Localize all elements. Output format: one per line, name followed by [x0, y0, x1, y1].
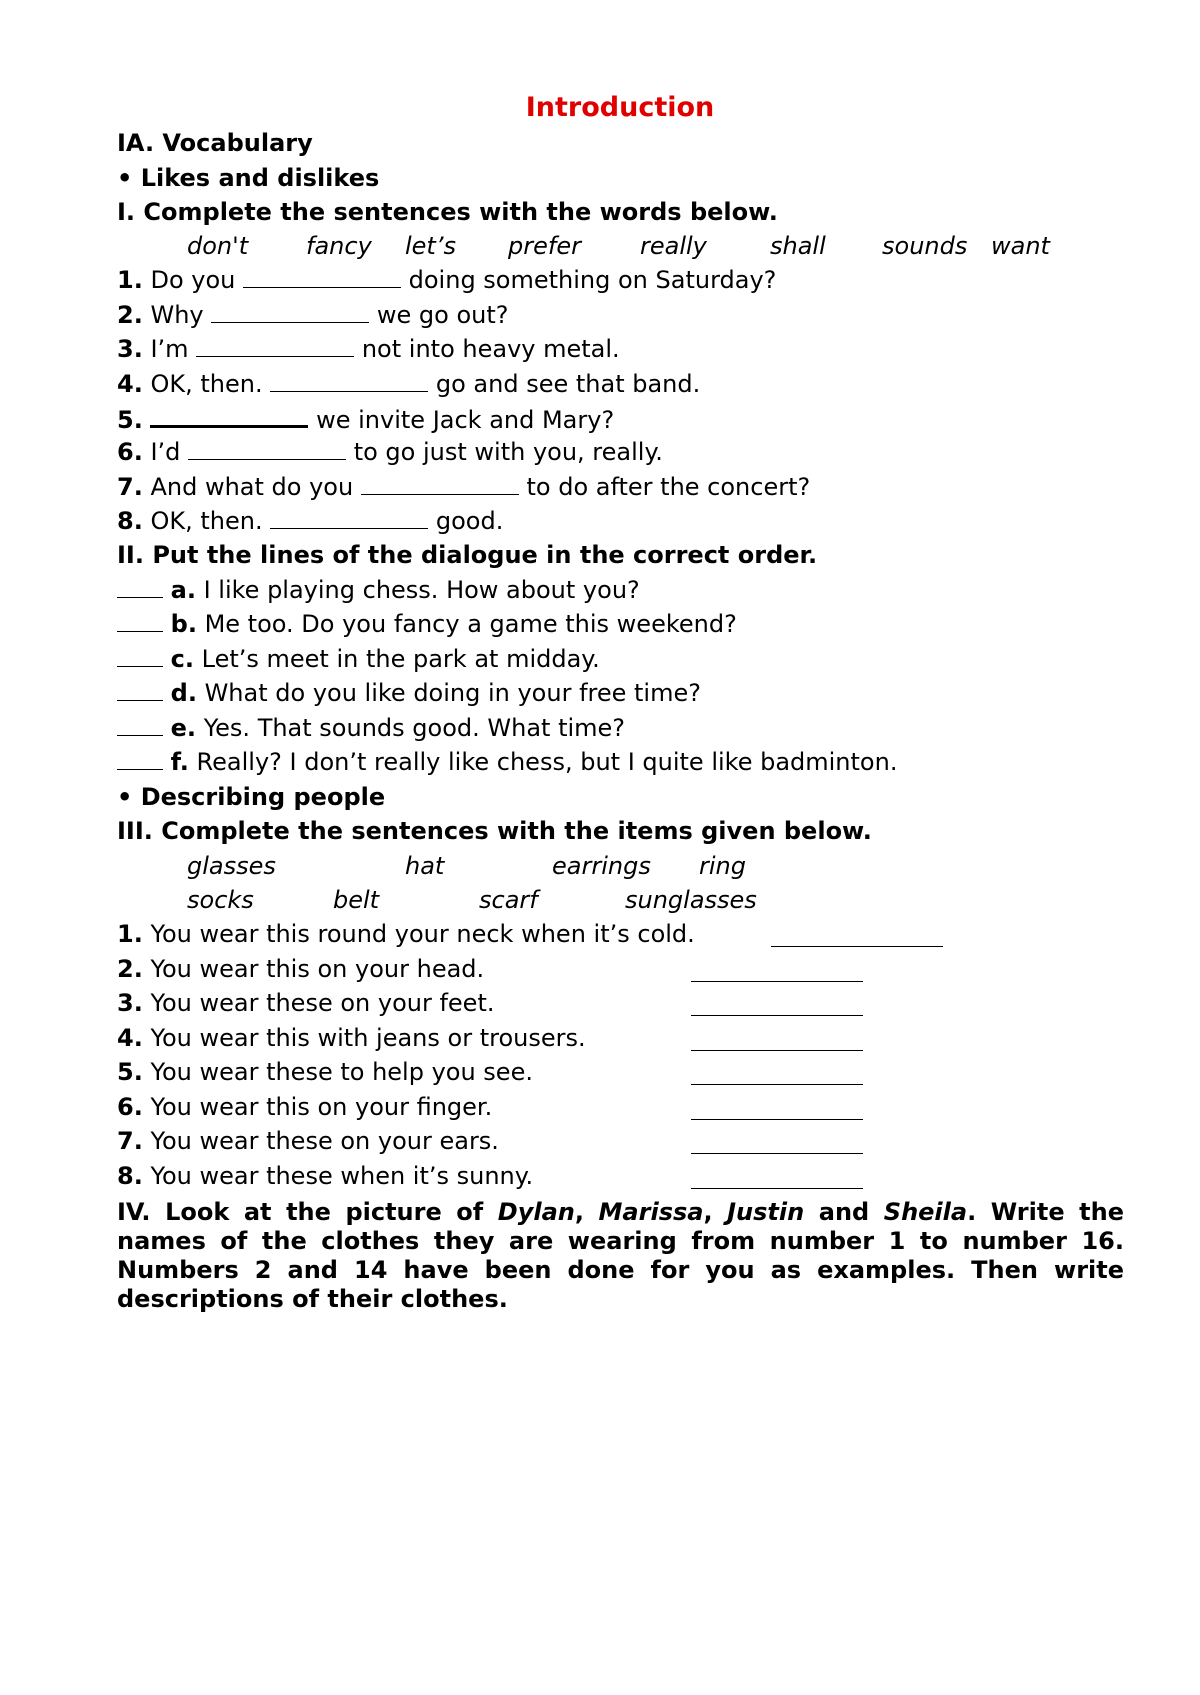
- word-bank-item: prefer: [508, 232, 581, 260]
- item-text-after: to do after the concert?: [526, 473, 811, 501]
- item-letter: a.: [170, 576, 196, 604]
- word-bank-item: socks: [187, 886, 254, 914]
- dialogue-line: Yes. That sounds good. What time?: [203, 714, 626, 742]
- separator: and: [804, 1198, 884, 1226]
- item-text-before: Do you: [150, 266, 236, 294]
- answer-blank[interactable]: [150, 403, 308, 428]
- answer-line[interactable]: [691, 1083, 863, 1085]
- character-name: Sheila: [883, 1198, 968, 1226]
- item-text: You wear these when it’s sunny.: [150, 1162, 534, 1190]
- item-text-after: good.: [435, 507, 504, 535]
- item-number: 1.: [117, 920, 143, 948]
- item-number: 3.: [117, 335, 143, 363]
- order-blank[interactable]: [117, 747, 163, 770]
- order-blank[interactable]: [117, 678, 163, 701]
- exercise-2-item: [117, 747, 897, 777]
- item-text-after: not into heavy metal.: [361, 335, 620, 363]
- word-bank-item: hat: [405, 852, 445, 880]
- word-bank-item: want: [991, 232, 1050, 260]
- item-number: 6.: [117, 438, 143, 466]
- separator: ,: [703, 1198, 728, 1226]
- item-letter: f.: [170, 748, 189, 776]
- item-text-after: we invite Jack and Mary?: [316, 406, 615, 434]
- dialogue-line: Me too. Do you fancy a game this weekend?: [204, 610, 737, 638]
- word-bank-item: belt: [333, 886, 380, 914]
- order-blank[interactable]: [117, 609, 163, 632]
- item-text: You wear these on your ears.: [150, 1127, 499, 1155]
- item-text: You wear this on your head.: [150, 955, 485, 983]
- exercise-3-heading: III. Complete the sentences with the items given below.: [117, 817, 872, 845]
- exercise-3-item: [117, 919, 695, 949]
- item-text-before: OK, then.: [150, 370, 263, 398]
- exercise-2-heading: II. Put the lines of the dialogue in the correct order.: [117, 541, 818, 569]
- item-letter: b.: [170, 610, 197, 638]
- exercise-3-item: [117, 1092, 492, 1122]
- word-bank-item: don't: [187, 232, 249, 260]
- answer-line[interactable]: [691, 1152, 863, 1154]
- exercise-3-item: [117, 1161, 533, 1191]
- item-text-after: go and see that band.: [435, 370, 701, 398]
- character-name: Justin: [727, 1198, 805, 1226]
- character-name: Dylan: [497, 1198, 575, 1226]
- answer-blank[interactable]: [243, 265, 401, 288]
- word-bank-item: sounds: [882, 232, 968, 260]
- word-bank-item: shall: [770, 232, 826, 260]
- word-bank-item: scarf: [479, 886, 538, 914]
- character-name: Marissa: [598, 1198, 704, 1226]
- page-title: Introduction: [525, 92, 715, 123]
- dialogue-line: I like playing chess. How about you?: [203, 576, 640, 604]
- item-number: 4.: [117, 370, 143, 398]
- word-bank-item: ring: [699, 852, 746, 880]
- order-blank[interactable]: [117, 713, 163, 736]
- dialogue-line: What do you like doing in your free time?: [204, 679, 701, 707]
- order-blank[interactable]: [117, 575, 163, 598]
- item-letter: e.: [170, 714, 197, 742]
- exercise-2-item: [117, 644, 600, 674]
- answer-line[interactable]: [691, 1187, 863, 1189]
- item-text: You wear this round your neck when it’s cold.: [150, 920, 695, 948]
- item-text: You wear this on your finger.: [150, 1093, 493, 1121]
- dialogue-line: Let’s meet in the park at midday.: [201, 645, 600, 673]
- item-number: 5.: [117, 1058, 143, 1086]
- exercise-4-instructions: [117, 1198, 1124, 1314]
- answer-blank[interactable]: [270, 506, 428, 529]
- item-number: 7.: [117, 473, 143, 501]
- exercise-1-item: [117, 334, 620, 364]
- word-bank-item: earrings: [552, 852, 651, 880]
- item-text-before: And what do you: [150, 473, 354, 501]
- exercise-1-item: [117, 265, 776, 295]
- exercise-1-item: [117, 437, 663, 467]
- topic-describing-people: • Describing people: [117, 783, 386, 811]
- exercise-1-item: [117, 403, 614, 435]
- answer-line[interactable]: [691, 980, 863, 982]
- section-vocabulary-heading: IA. Vocabulary: [117, 129, 313, 157]
- exercise-2-item: [117, 713, 625, 743]
- item-text-after: we go out?: [376, 301, 509, 329]
- item-number: 6.: [117, 1093, 143, 1121]
- item-text-before: OK, then.: [150, 507, 263, 535]
- exercise-3-item: [117, 1023, 586, 1053]
- separator: ,: [574, 1198, 599, 1226]
- exercise-2-item: [117, 678, 701, 708]
- item-number: 1.: [117, 266, 143, 294]
- item-text-before: I’d: [150, 438, 181, 466]
- exercise-2-item: [117, 609, 737, 639]
- answer-blank[interactable]: [188, 437, 346, 460]
- item-number: 8.: [117, 1162, 143, 1190]
- answer-line[interactable]: [691, 1049, 863, 1051]
- exercise-3-item: [117, 988, 494, 1018]
- topic-likes-dislikes: • Likes and dislikes: [117, 164, 380, 192]
- exercise-1-item: [117, 472, 810, 502]
- exercise-3-item: [117, 954, 484, 984]
- answer-blank[interactable]: [211, 300, 369, 323]
- item-number: 8.: [117, 507, 143, 535]
- answer-blank[interactable]: [196, 334, 354, 357]
- item-letter: d.: [170, 679, 197, 707]
- item-letter: c.: [170, 645, 194, 673]
- item-text-before: I’m: [150, 335, 189, 363]
- exercise-1-item: [117, 300, 509, 330]
- word-bank-item: glasses: [187, 852, 276, 880]
- exercise-1-item: [117, 369, 700, 399]
- exercise-3-item: [117, 1126, 499, 1156]
- word-bank-item: let’s: [405, 232, 456, 260]
- instruction-text: . Write the names of the clothes they are wearing from number 1 to number 16. Numbers 2 and 14 have been done for you as examples. Then write descriptions of their clothes.: [117, 1198, 1124, 1313]
- item-number: 4.: [117, 1024, 143, 1052]
- exercise-1-heading: I. Complete the sentences with the words below.: [117, 198, 778, 226]
- word-bank-item: sunglasses: [625, 886, 757, 914]
- item-text-after: doing something on Saturday?: [408, 266, 777, 294]
- item-number: 7.: [117, 1127, 143, 1155]
- item-number: 3.: [117, 989, 143, 1017]
- item-text: You wear these to help you see.: [150, 1058, 533, 1086]
- item-number: 5.: [117, 406, 143, 434]
- word-bank-item: really: [640, 232, 707, 260]
- dialogue-line: Really? I don’t really like chess, but I quite like badminton.: [196, 748, 898, 776]
- answer-blank[interactable]: [361, 472, 519, 495]
- item-text: You wear this with jeans or trousers.: [150, 1024, 586, 1052]
- item-number: 2.: [117, 301, 143, 329]
- item-text-after: to go just with you, really.: [353, 438, 663, 466]
- item-text-before: Why: [150, 301, 204, 329]
- answer-line[interactable]: [691, 1118, 863, 1120]
- item-number: 2.: [117, 955, 143, 983]
- exercise-1-item: [117, 506, 503, 536]
- order-blank[interactable]: [117, 644, 163, 667]
- item-text: You wear these on your feet.: [150, 989, 495, 1017]
- answer-line[interactable]: [771, 945, 943, 947]
- answer-line[interactable]: [691, 1014, 863, 1016]
- word-bank-item: fancy: [306, 232, 372, 260]
- instruction-text: IV. Look at the picture of: [117, 1198, 498, 1226]
- exercise-3-item: [117, 1057, 533, 1087]
- answer-blank[interactable]: [270, 369, 428, 392]
- exercise-2-item: [117, 575, 640, 605]
